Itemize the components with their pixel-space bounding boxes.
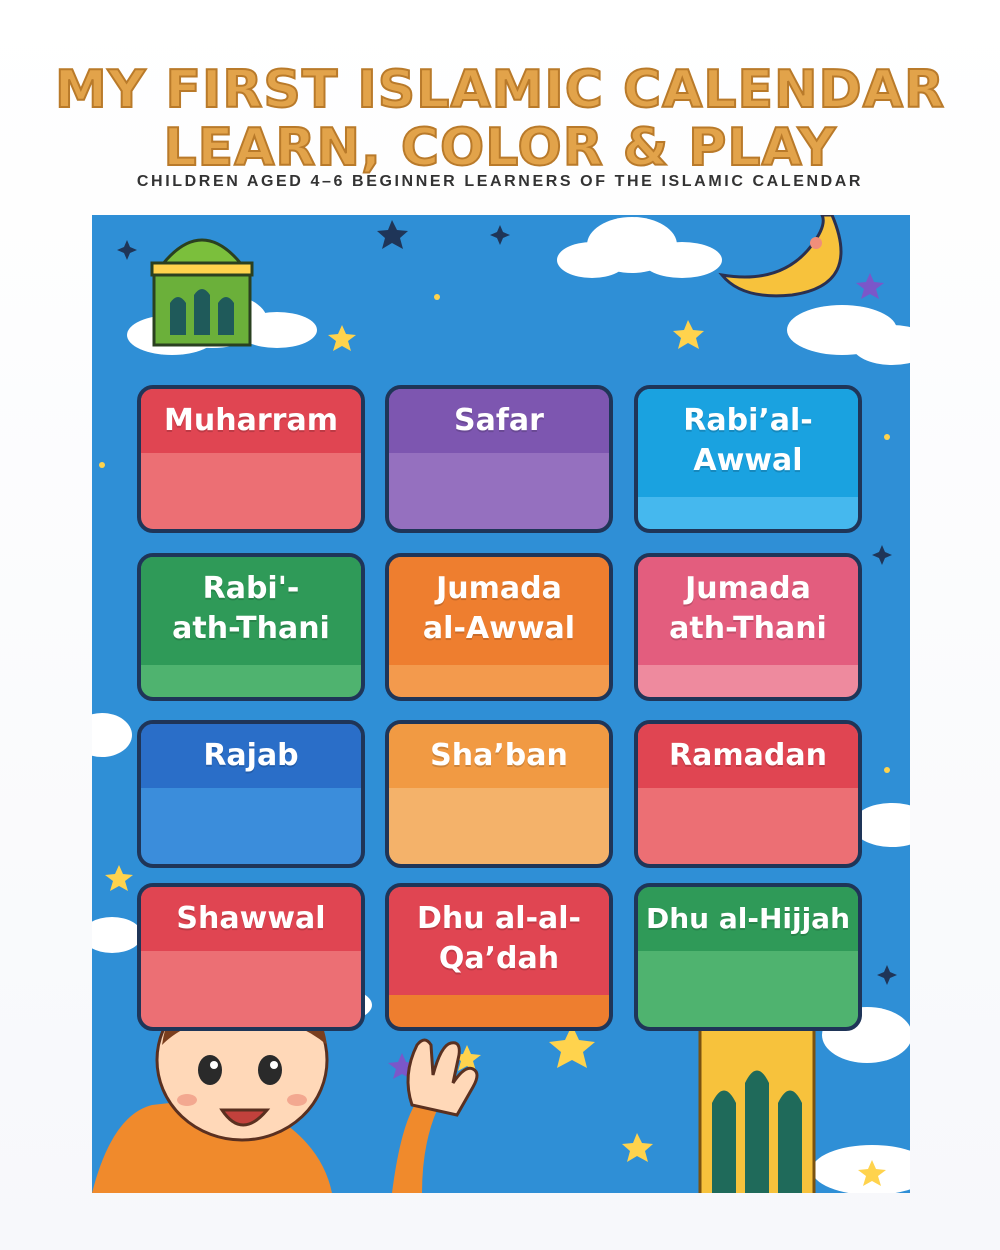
month-name: Jumada al-Awwal [422, 571, 576, 646]
crescent-moon-icon [722, 215, 841, 296]
month-card-shaban [385, 720, 613, 868]
month-card-ramadan [634, 720, 862, 868]
month-name: Dhu al-Hijjah [645, 902, 851, 935]
month-card-jumada-al-awwal [385, 553, 613, 701]
month-card-shawwal [137, 883, 365, 1031]
month-name: Dhu al-al- Qa’dah [416, 901, 582, 976]
month-card-muharram [137, 385, 365, 533]
month-card-rabi-ath-thani [137, 553, 365, 701]
title-line-2: LEARN, COLOR & PLAY [163, 118, 837, 178]
background-decorations [92, 215, 910, 1193]
month-card-dhu-al-hijjah [634, 883, 862, 1031]
month-name: Rajab [203, 738, 299, 773]
month-card-dhu-al-qadah [385, 883, 613, 1031]
month-name: Rabi’al- Awwal [683, 403, 813, 478]
month-name: Ramadan [669, 738, 827, 773]
month-name: Sha’ban [430, 738, 568, 773]
month-name: Shawwal [176, 901, 326, 936]
subtitle: CHILDREN AGED 4–6 BEGINNER LEARNERS OF THE ISLAMIC CALENDAR [136, 173, 864, 190]
month-name: Safar [454, 403, 544, 438]
month-name: Rabi'- ath-Thani [172, 571, 330, 646]
title-line-1: MY FIRST ISLAMIC CALENDAR [54, 60, 945, 120]
month-name: Muharram [164, 403, 338, 438]
month-card-rabi-al-awwal [634, 385, 862, 533]
month-name: Jumada ath-Thani [669, 571, 827, 646]
month-card-safar [385, 385, 613, 533]
calendar-poster [92, 215, 910, 1193]
mosque-dome-icon [152, 240, 252, 345]
month-card-rajab [137, 720, 365, 868]
month-card-jumada-ath-thani [634, 553, 862, 701]
